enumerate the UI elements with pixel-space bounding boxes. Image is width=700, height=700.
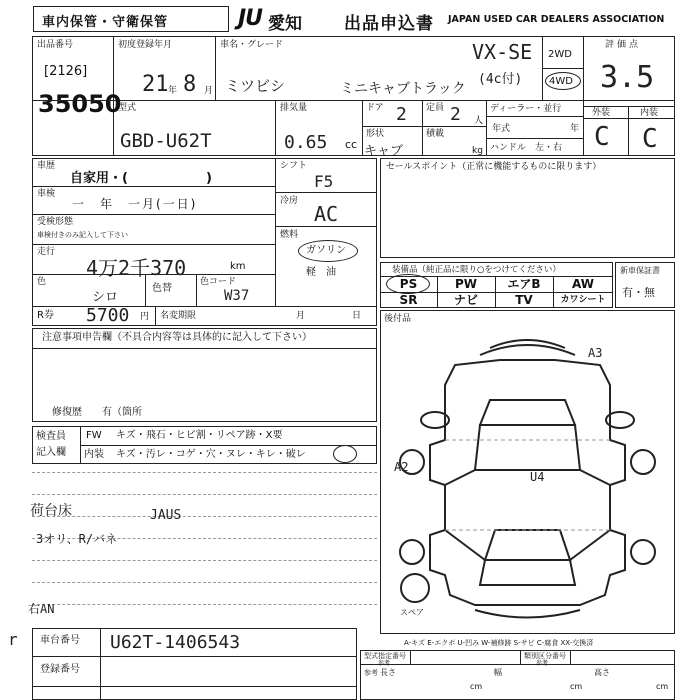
- equipment-item: AW: [572, 277, 594, 291]
- equipment-item: カワシート: [560, 295, 606, 305]
- displacement-label: 排気量: [280, 103, 308, 113]
- fw-label: FW: [86, 430, 102, 441]
- year-type-unit: 年: [570, 124, 580, 134]
- color-label: 色: [37, 277, 47, 287]
- load-unit: kg: [472, 146, 483, 156]
- inspection-form-note: 車検付きのみ記入して下さい: [37, 231, 128, 239]
- car-maker: ミツビシ: [225, 77, 286, 95]
- history-value: 自家用・( ): [70, 171, 212, 186]
- mileage: 4万2千370: [86, 256, 187, 280]
- lot-number: 35050: [38, 90, 122, 118]
- displacement-unit: cc: [345, 138, 358, 151]
- equipment-item: ナビ: [453, 293, 478, 307]
- handwritten-sentence: 右AN: [28, 602, 55, 616]
- recycle-unit: 円: [140, 312, 150, 322]
- inspection-form-label: 受検形態: [37, 217, 74, 227]
- fuel-gasoline: ガソリン: [306, 245, 346, 256]
- handwritten-bed-note: 3オリ、R/バネ: [36, 532, 118, 546]
- year-type-label: 年式: [492, 124, 511, 134]
- capacity: 2: [450, 104, 461, 125]
- handwritten-check: r: [8, 630, 18, 649]
- entry-label: 記入欄: [36, 447, 66, 458]
- registration-month: 8: [183, 72, 197, 97]
- retrofit-label: 後付品: [384, 314, 412, 324]
- evaluation-score: 3.5: [600, 60, 655, 95]
- name-change-day: 日: [352, 311, 362, 321]
- first-registration-label: 初度登録年月: [118, 40, 173, 50]
- inspector-label: 検査員: [36, 431, 66, 442]
- length-label: 参考: [364, 669, 378, 677]
- inspection-label: 車検: [37, 189, 56, 199]
- name-change-label: 名変期限: [160, 311, 197, 321]
- sales-point-title: セールスポイント（正常に機能するものに限ります）: [386, 162, 602, 172]
- model-code-label: 型式: [118, 103, 137, 113]
- exterior-label: 外装: [592, 108, 611, 118]
- model-code: GBD-U62T: [120, 130, 212, 152]
- score-label: 評価点: [605, 40, 642, 50]
- car-model: ミニキャブトラック: [340, 81, 466, 97]
- interior-label: 内装: [640, 108, 659, 118]
- association-name: JAPAN USED CAR DEALERS ASSOCIATION: [448, 14, 665, 25]
- load-label: 積載: [426, 129, 445, 139]
- handwritten-jaus: JAUS: [150, 508, 182, 523]
- shift-value: F5: [314, 172, 334, 191]
- car-damage-diagram: [380, 330, 675, 630]
- storage-badge: 車内保管・守衛保管: [33, 6, 229, 32]
- lot-sub-number: [2126]: [44, 64, 88, 79]
- damage-a2: A2: [394, 460, 409, 474]
- equipment-item: PS: [399, 277, 418, 291]
- door-label: ドア: [366, 103, 384, 113]
- recycle-label: R券: [37, 310, 54, 321]
- warranty-value: 有・無: [622, 286, 655, 299]
- shape-label: 形状: [366, 129, 385, 139]
- mileage-unit: km: [230, 261, 246, 272]
- interior-check-items: キズ・汚レ・コゲ・穴・ヌレ・キレ・破レ: [116, 449, 306, 460]
- chassis-number: U62T-1406543: [110, 632, 241, 653]
- name-change-month: 月: [296, 311, 306, 321]
- reg-number-label: 登録番号: [40, 664, 80, 675]
- fuel-diesel: 軽 油: [306, 267, 336, 278]
- damage-u4: U4: [530, 470, 545, 484]
- color-code-label: 色コード: [200, 277, 237, 287]
- equipment-item: SR: [399, 293, 418, 307]
- repair-history-label: 修復歴 有（箇所: [52, 407, 142, 418]
- spare-label: スペア: [400, 608, 424, 617]
- lot-number-label: 出品番号: [37, 40, 74, 50]
- mileage-label: 走行: [37, 247, 56, 257]
- height-caption: 高さ: [594, 668, 610, 677]
- aircon-value: AC: [314, 202, 339, 226]
- registration-year: 21: [142, 72, 169, 97]
- equipment-title: 装備品（純正品に限り○をつけてください）: [392, 265, 561, 275]
- color-change-label: 色替: [152, 283, 172, 294]
- equipment-item: PW: [454, 277, 478, 291]
- month-unit: 月: [204, 86, 214, 96]
- form-title: 出品申込書: [344, 14, 434, 34]
- sales-point-box: [380, 158, 675, 258]
- handle-label: ハンドル 左・右: [490, 143, 563, 153]
- length-unit: cm: [470, 682, 483, 691]
- chassis-label: 車台番号: [40, 635, 80, 646]
- inspection-value: 一 年 一月(一日): [72, 197, 198, 211]
- interior-grade: C: [642, 124, 658, 154]
- equipment-item: TV: [515, 293, 533, 307]
- recycle-value: 5700: [86, 305, 130, 326]
- capacity-unit: 人: [474, 116, 484, 126]
- color-value: シロ: [92, 290, 119, 305]
- fuel-label: 燃料: [280, 230, 299, 240]
- class-label: 類別区分番号: [524, 652, 566, 660]
- color-code: W37: [224, 288, 250, 304]
- aircon-label: 冷房: [280, 196, 299, 206]
- type-spec-label: 型式指定番号: [364, 652, 406, 660]
- year-unit: 年: [168, 86, 178, 96]
- interior-circle-mark: [333, 445, 357, 463]
- height-unit: cm: [656, 682, 669, 691]
- width-caption: 幅: [494, 668, 502, 677]
- notes-title: 注意事項申告欄（不具合内容等は具体的に記入して下さい）: [42, 332, 312, 343]
- type-spec-ref: 参考: [378, 660, 391, 667]
- class-ref: 参考: [536, 660, 549, 667]
- body-shape: キャブ: [364, 144, 404, 159]
- grade-note: (4c付): [478, 72, 523, 87]
- spec-box: [360, 650, 675, 700]
- damage-a3: A3: [588, 346, 603, 360]
- drive-2wd: 2WD: [548, 49, 572, 60]
- org-name: 愛知: [268, 14, 302, 34]
- exterior-grade: C: [594, 122, 610, 152]
- displacement: 0.65: [284, 132, 328, 153]
- width-unit: cm: [570, 682, 583, 691]
- door-count: 2: [396, 104, 407, 125]
- ju-logo: JU: [238, 6, 263, 31]
- car-name-label: 車名・グレード: [220, 40, 284, 50]
- capacity-label: 定員: [426, 103, 445, 113]
- shift-label: シフト: [280, 161, 308, 171]
- drive-4wd: 4WD: [549, 76, 573, 87]
- damage-legend: A-キズ E-エクボ U-凹み W-補修跡 S-サビ C-腐食 XX-交換済: [404, 639, 594, 647]
- length-caption: 長さ: [380, 668, 396, 677]
- fw-items: キズ・飛石・ヒビ割・リペア跡・X要: [116, 430, 283, 441]
- interior-check-label: 内装: [84, 449, 104, 460]
- warranty-label: 新車保証書: [620, 266, 660, 275]
- equipment-item: エアB: [507, 277, 541, 291]
- car-grade: VX-SE: [472, 40, 533, 64]
- dealer-label: ディーラー・並行: [490, 104, 562, 114]
- handwritten-bed: 荷台床: [30, 503, 72, 519]
- history-label: 車歴: [37, 161, 56, 171]
